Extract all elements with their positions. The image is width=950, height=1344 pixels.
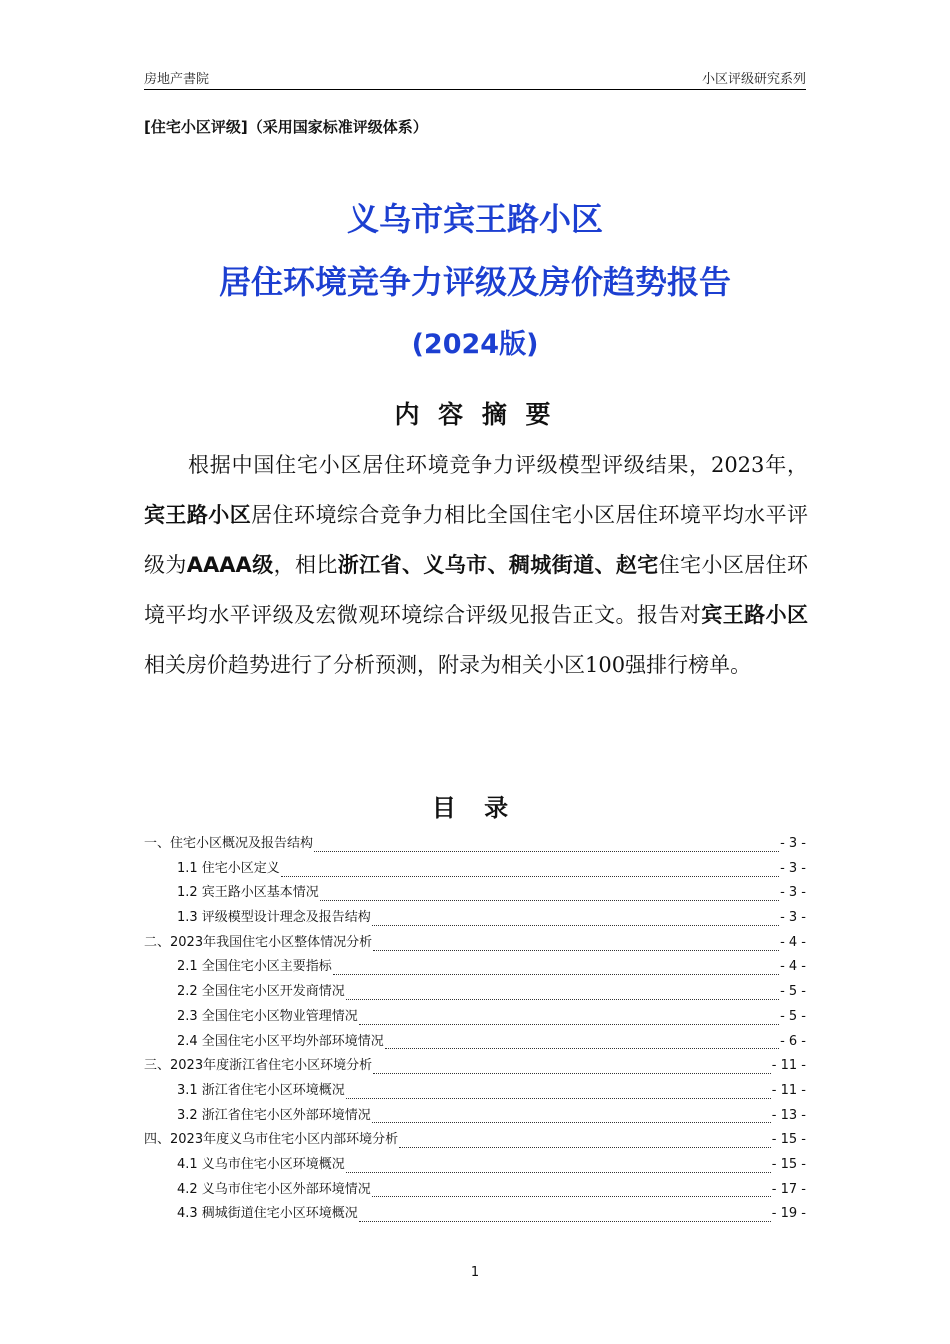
toc-entry[interactable] bbox=[144, 931, 806, 956]
toc-entry-page: - 6 - bbox=[780, 1033, 806, 1049]
abstract-emphasis: 宾王路小区 bbox=[144, 503, 252, 527]
toc-leader-dots bbox=[320, 890, 779, 901]
toc-leader-dots bbox=[333, 964, 779, 975]
abstract-text: 根据中国住宅小区居住环境竞争力评级模型评级结果，2023年， bbox=[188, 453, 808, 477]
toc-entry-title: 三、2023年度浙江省住宅小区环境分析 bbox=[144, 1058, 373, 1074]
toc-leader-dots bbox=[359, 1211, 771, 1222]
abstract-heading: 内 容 摘 要 bbox=[394, 400, 556, 429]
toc-entry-title: 1.1 住宅小区定义 bbox=[177, 860, 280, 876]
toc-entry-page: - 3 - bbox=[780, 836, 806, 851]
toc-entry-title: 一、住宅小区概况及报告结构 bbox=[144, 836, 314, 851]
report-title-line1: 义乌市宾王路小区 bbox=[346, 200, 603, 238]
toc-leader-dots bbox=[373, 940, 779, 951]
abstract-body bbox=[144, 440, 808, 690]
toc-entry[interactable] bbox=[144, 857, 806, 882]
toc-entry-page: - 3 - bbox=[780, 860, 806, 876]
toc-entry[interactable] bbox=[144, 1128, 806, 1153]
toc-leader-dots bbox=[281, 866, 779, 877]
toc-entry-page: - 15 - bbox=[771, 1132, 806, 1148]
toc-entry-page: - 3 - bbox=[780, 910, 806, 926]
toc-entry-title: 3.2 浙江省住宅小区外部环境情况 bbox=[177, 1107, 371, 1123]
abstract-paragraph bbox=[144, 440, 808, 690]
toc-entry-title: 1.3 评级模型设计理念及报告结构 bbox=[177, 910, 371, 926]
toc-entry[interactable] bbox=[144, 980, 806, 1005]
toc-leader-dots bbox=[359, 1014, 779, 1025]
toc-entry[interactable] bbox=[144, 1104, 806, 1129]
toc-entry[interactable] bbox=[144, 1030, 806, 1055]
toc-entry-title: 2.3 全国住宅小区物业管理情况 bbox=[177, 1008, 358, 1024]
abstract-text: 相关房价趋势进行了分析预测，附录为相关小区100强排行榜单。 bbox=[144, 653, 752, 677]
abstract-emphasis: 宾王路小区 bbox=[701, 603, 808, 627]
toc-leader-dots bbox=[372, 1112, 771, 1123]
toc-leader-dots bbox=[399, 1137, 771, 1148]
table-of-contents bbox=[144, 832, 806, 1227]
toc-entry[interactable] bbox=[144, 955, 806, 980]
toc-entry-page: - 5 - bbox=[780, 1008, 806, 1024]
toc-leader-dots bbox=[373, 1063, 771, 1074]
abstract-text: 住宅小区居住环境平均水平评级及宏微观环境综合评级见报告正文。报告对 bbox=[144, 553, 809, 627]
toc-entry[interactable] bbox=[144, 1079, 806, 1104]
toc-leader-dots bbox=[385, 1038, 779, 1049]
toc-entry-page: - 17 - bbox=[771, 1181, 806, 1197]
toc-entry[interactable] bbox=[144, 906, 806, 931]
toc-entry-title: 1.2 宾王路小区基本情况 bbox=[177, 885, 319, 901]
toc-leader-dots bbox=[372, 1186, 771, 1197]
toc-entry-page: - 5 - bbox=[780, 984, 806, 1000]
toc-entry-title: 4.1 义乌市住宅小区环境概况 bbox=[177, 1156, 345, 1172]
toc-heading: 目 录 bbox=[431, 794, 519, 822]
toc-leader-dots bbox=[346, 1162, 771, 1173]
toc-entry-page: - 13 - bbox=[771, 1107, 806, 1123]
toc-entry-page: - 4 - bbox=[780, 959, 806, 975]
toc-entry-page: - 11 - bbox=[771, 1058, 806, 1074]
header-series: 小区评级研究系列 bbox=[701, 72, 806, 87]
abstract-emphasis: 浙江省、义乌市、稠城街道、赵宅 bbox=[337, 553, 659, 577]
toc-leader-dots bbox=[314, 841, 779, 852]
toc-entry-title: 4.2 义乌市住宅小区外部环境情况 bbox=[177, 1181, 371, 1197]
header-rule bbox=[144, 89, 806, 90]
toc-entry-page: - 11 - bbox=[771, 1082, 806, 1098]
toc-entry[interactable] bbox=[144, 832, 806, 857]
abstract-text: ，相比 bbox=[273, 553, 338, 577]
toc-entry-title: 2.4 全国住宅小区平均外部环境情况 bbox=[177, 1033, 384, 1049]
toc-entry-title: 4.3 稠城街道住宅小区环境概况 bbox=[177, 1206, 358, 1222]
toc-entry-title: 2.2 全国住宅小区开发商情况 bbox=[177, 984, 345, 1000]
toc-entry[interactable] bbox=[144, 1202, 806, 1227]
page-header bbox=[144, 68, 806, 88]
toc-leader-dots bbox=[372, 915, 779, 926]
report-category-tag: [住宅小区评级]（采用国家标准评级体系） bbox=[144, 118, 428, 136]
toc-entry[interactable] bbox=[144, 1153, 806, 1178]
toc-entry-title: 2.1 全国住宅小区主要指标 bbox=[177, 959, 332, 975]
toc-entry-title: 二、2023年我国住宅小区整体情况分析 bbox=[144, 934, 373, 950]
toc-entry[interactable] bbox=[144, 881, 806, 906]
toc-entry-title: 四、2023年度义乌市住宅小区内部环境分析 bbox=[144, 1132, 399, 1148]
toc-entry[interactable] bbox=[144, 1054, 806, 1079]
abstract-emphasis: AAAA级 bbox=[186, 553, 274, 577]
toc-entry[interactable] bbox=[144, 1005, 806, 1030]
toc-entry-title: 3.1 浙江省住宅小区环境概况 bbox=[177, 1082, 345, 1098]
toc-leader-dots bbox=[346, 1088, 771, 1099]
toc-entry[interactable] bbox=[144, 1178, 806, 1203]
toc-leader-dots bbox=[346, 989, 779, 1000]
toc-entry-page: - 15 - bbox=[771, 1156, 806, 1172]
toc-entry-page: - 4 - bbox=[780, 934, 806, 950]
report-title-line2: 居住环境竞争力评级及房价趋势报告 bbox=[218, 263, 731, 301]
header-publisher: 房地产書院 bbox=[144, 72, 210, 87]
toc-entry-page: - 19 - bbox=[771, 1206, 806, 1222]
toc-entry-page: - 3 - bbox=[780, 885, 806, 901]
abstract-text: 居住环境综合竞争力相比全国住宅小区居住环境平均水平评级为 bbox=[144, 503, 809, 577]
report-edition: (2024版) bbox=[411, 329, 539, 360]
page-number: 1 bbox=[470, 1265, 480, 1280]
